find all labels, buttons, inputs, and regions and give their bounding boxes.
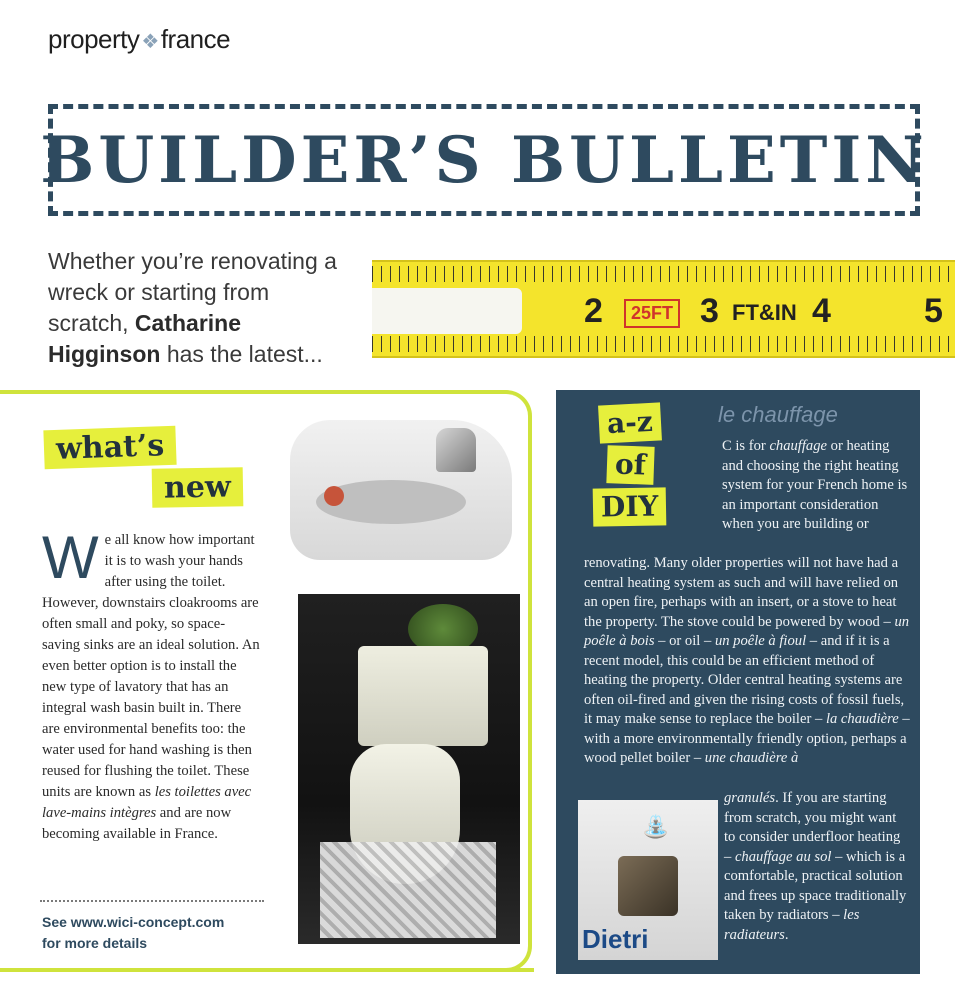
az-p2-d: – with a more environmentally friendly option, perhaps a wood pellet boiler – [584,711,910,766]
tape-number-2: 2 [584,292,603,330]
az-p3-italic-1: granulés [724,790,776,806]
az-p2-italic-3: la chaudière [825,711,899,727]
more-details-link[interactable] [42,912,272,954]
divider [40,900,264,902]
az-paragraph-1 [722,437,912,535]
whats-new-tag-line1: what’s [43,426,177,470]
more-details-line2: for more details [42,935,148,951]
whats-new-tag-line2: new [152,467,243,508]
tap-symbol-icon: ⛲ [642,814,670,839]
toilet-photo [298,594,520,944]
more-details-line1[interactable]: See www.wici-concept.com [42,914,225,930]
az-p3-italic-3: les radiateurs [724,907,860,943]
az-p1-pre: C is for [722,438,770,454]
tape-number-3: 3 [700,292,719,330]
toilet-tank [358,646,488,746]
az-paragraph-2 [584,554,910,769]
az-p3-a: . If you are starting from scratch, you might want to consider underfloor heating – [724,790,901,865]
control-button [618,856,678,916]
whats-new-text-end: and are now becoming available in France. [42,805,232,842]
intro-author: Catharine Higginson [48,310,242,367]
az-tag-line1: a-z [598,402,662,443]
tape-ticks-bottom [372,336,955,352]
whats-new-text-italic: les toilettes avec lave-mains intègres [42,784,252,821]
brand-separator-icon: ❖ [141,31,159,53]
az-p2-italic-4: une chaudière à [704,750,799,766]
az-p3-c: . [784,926,789,943]
az-p2-c: – and if it is a recent model, this could be an efficient method of heating the property. Older central heating systems are often oil-fired and given the rising costs of fossil fuels, it may make sense to replace the boiler – [584,633,905,727]
az-p3-b: – which is a comfortable, practical solution and frees up space traditionally taken by radiators – [724,848,907,923]
brand-name-property: property [48,24,140,54]
tape-number-5: 5 [924,292,943,330]
az-tag-line3: DIY [593,487,667,526]
az-p2-b: – or oil – [654,633,715,649]
tape-badge: 25FT [624,299,680,328]
tape-measure-image [372,260,955,358]
az-p2-italic-1: un poêle à bois [584,613,910,649]
boiler-control-photo [578,800,718,960]
whats-new-text-lead: e all know how important it is to wash your hands after using the toilet. However, downstairs cloakrooms are often small and poky, so space-saving sinks are an ideal solution. An even better option is to install the new type of lavatory that has an integral wash basin built in. There are environmental benefits too: the water used for hand washing is then reused for flushing the toilet. These units are known as [42,532,260,800]
az-paragraph-3 [724,789,910,945]
intro-text-pre: Whether you’re renovating a wreck or starting from scratch, [48,248,337,336]
brand-word: Dietri [582,924,649,954]
floor-mat [320,842,496,938]
az-p1-post: or heating and choosing the right heating system for your French home is an important consideration when you are building or [722,438,908,532]
brand-logo [48,24,230,55]
bottom-rule [0,968,534,972]
tape-units: FT&IN [732,300,797,325]
az-p1-italic: chauffage [769,438,827,454]
brand-name-france: france [160,24,231,54]
az-p3-italic-2: chauffage au sol [734,848,832,865]
tap-icon [436,428,476,472]
whats-new-body [42,524,262,845]
az-p2-a: renovating. Many older properties will not have had a central heating system as such and will have relied on an open fire, perhaps with an insert, or a stove to heat the property. The stove could be powered by wood – [584,555,899,630]
sink-knob [324,486,344,506]
intro-standfirst [48,246,348,370]
az-p2-italic-2: un poêle à fioul [714,633,807,649]
tape-ticks-top [372,266,955,282]
dropcap: W [42,524,99,591]
sink-photo [290,420,512,560]
az-heading: le chauffage [718,402,838,427]
intro-text-post: has the latest... [160,341,323,367]
az-tag-line2: of [606,445,654,485]
az-diy-tag [584,404,676,530]
page-banner [40,104,928,216]
tape-hook [372,288,522,334]
banner-title: BUILDER’S BULLETIN [40,122,928,198]
tape-number-4: 4 [812,292,831,330]
